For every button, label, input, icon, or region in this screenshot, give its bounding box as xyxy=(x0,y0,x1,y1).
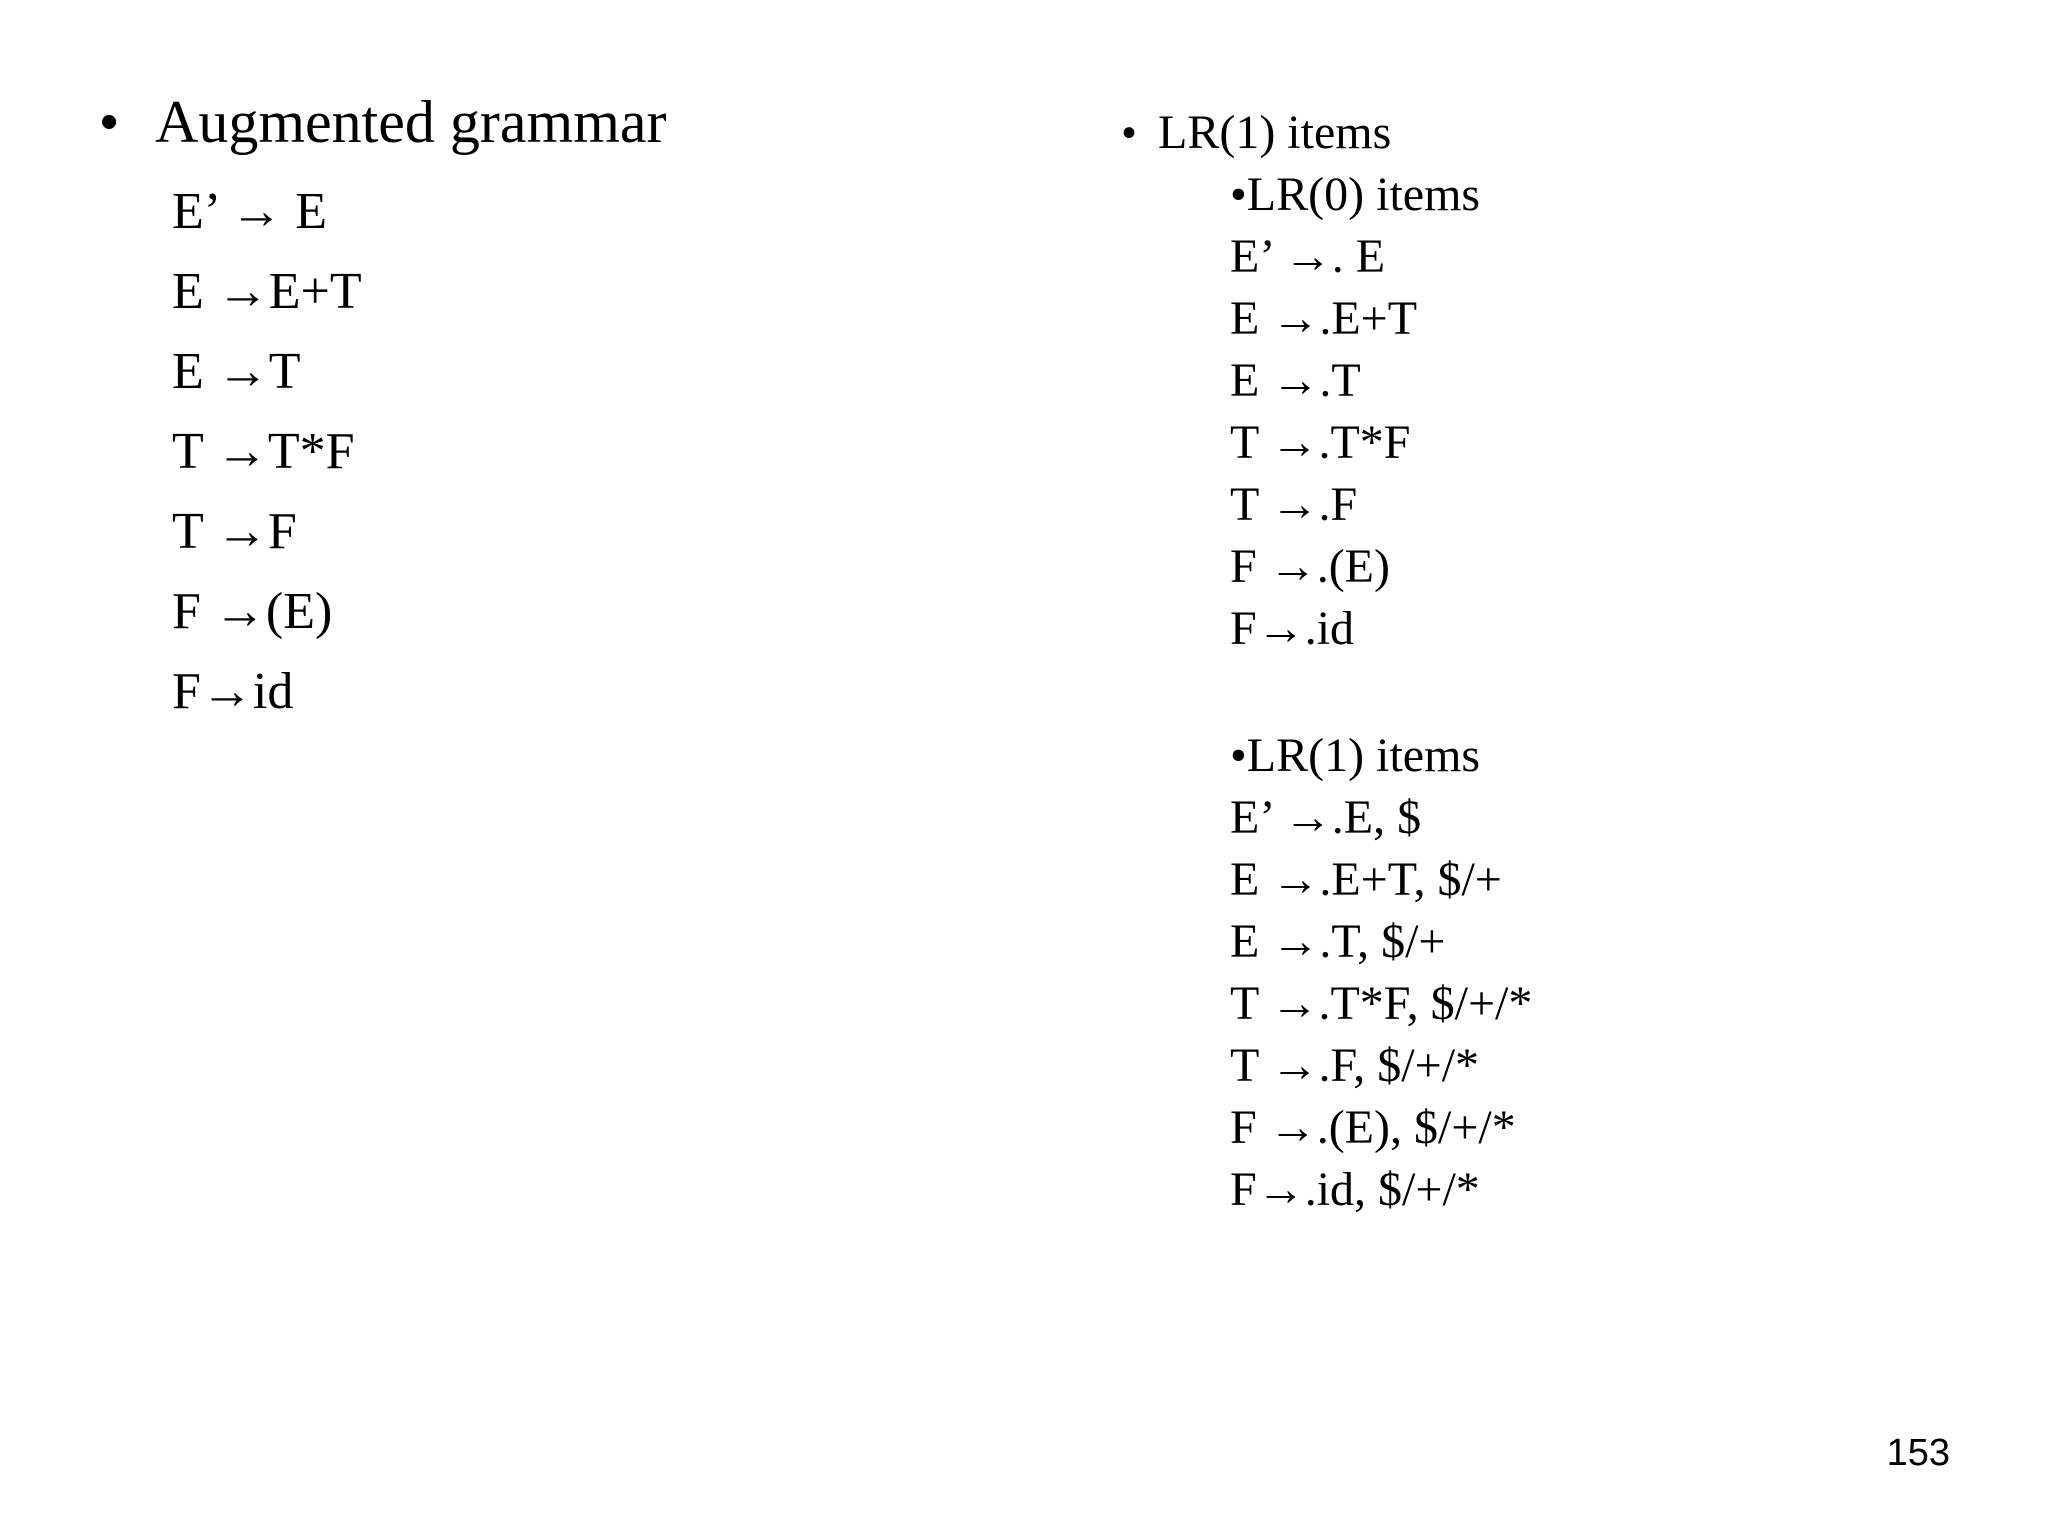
lr1-items-heading xyxy=(1122,102,2002,164)
lr1-items-section xyxy=(1122,102,2002,1216)
page-number: 153 xyxy=(1886,1432,1950,1474)
lr1-item: E →.E+T, $/+ xyxy=(1230,853,1502,906)
lr1-item: E →.T, $/+ xyxy=(1230,915,1446,968)
lr1-item: F →.(E), $/+/* xyxy=(1230,1101,1516,1154)
lr0-item: T →.T*F xyxy=(1230,416,1411,469)
lr1-items-list xyxy=(1230,725,1532,1221)
grammar-rule: T →F xyxy=(172,503,297,560)
lr1-item: T →.F, $/+/* xyxy=(1230,1039,1480,1092)
augmented-grammar-section xyxy=(100,84,1000,720)
lr1-item: F→.id, $/+/* xyxy=(1230,1163,1480,1216)
lr0-item: T →.F xyxy=(1230,478,1358,531)
augmented-grammar-title: Augmented grammar xyxy=(155,89,667,155)
augmented-grammar-heading xyxy=(100,84,1000,160)
lr0-item: E’ →. E xyxy=(1230,230,1386,283)
grammar-rule: E’ → E xyxy=(172,183,327,240)
grammar-rule: E →T xyxy=(172,343,301,400)
grammar-rule: T →T*F xyxy=(172,423,355,480)
lr1-items-subheading: •LR(1) items xyxy=(1230,729,1481,782)
lr0-item: F →.(E) xyxy=(1230,540,1390,593)
lr0-items-list xyxy=(1230,164,1480,660)
grammar-rule: E →E+T xyxy=(172,263,362,320)
lr1-items-title: LR(1) items xyxy=(1158,106,1392,159)
lr0-items-subheading: •LR(0) items xyxy=(1230,168,1481,221)
lr0-item: E →.E+T xyxy=(1230,292,1418,345)
bullet-icon: • xyxy=(1122,111,1137,155)
grammar-rules-list xyxy=(172,172,362,732)
grammar-rule: F→id xyxy=(172,663,294,720)
lr1-item: T →.T*F, $/+/* xyxy=(1230,977,1533,1030)
lr1-item: E’ →.E, $ xyxy=(1230,791,1422,844)
lr0-item: E →.T xyxy=(1230,354,1361,407)
lr0-item: F→.id xyxy=(1230,602,1355,655)
grammar-rule: F →(E) xyxy=(172,583,333,640)
bullet-icon: • xyxy=(100,93,119,151)
